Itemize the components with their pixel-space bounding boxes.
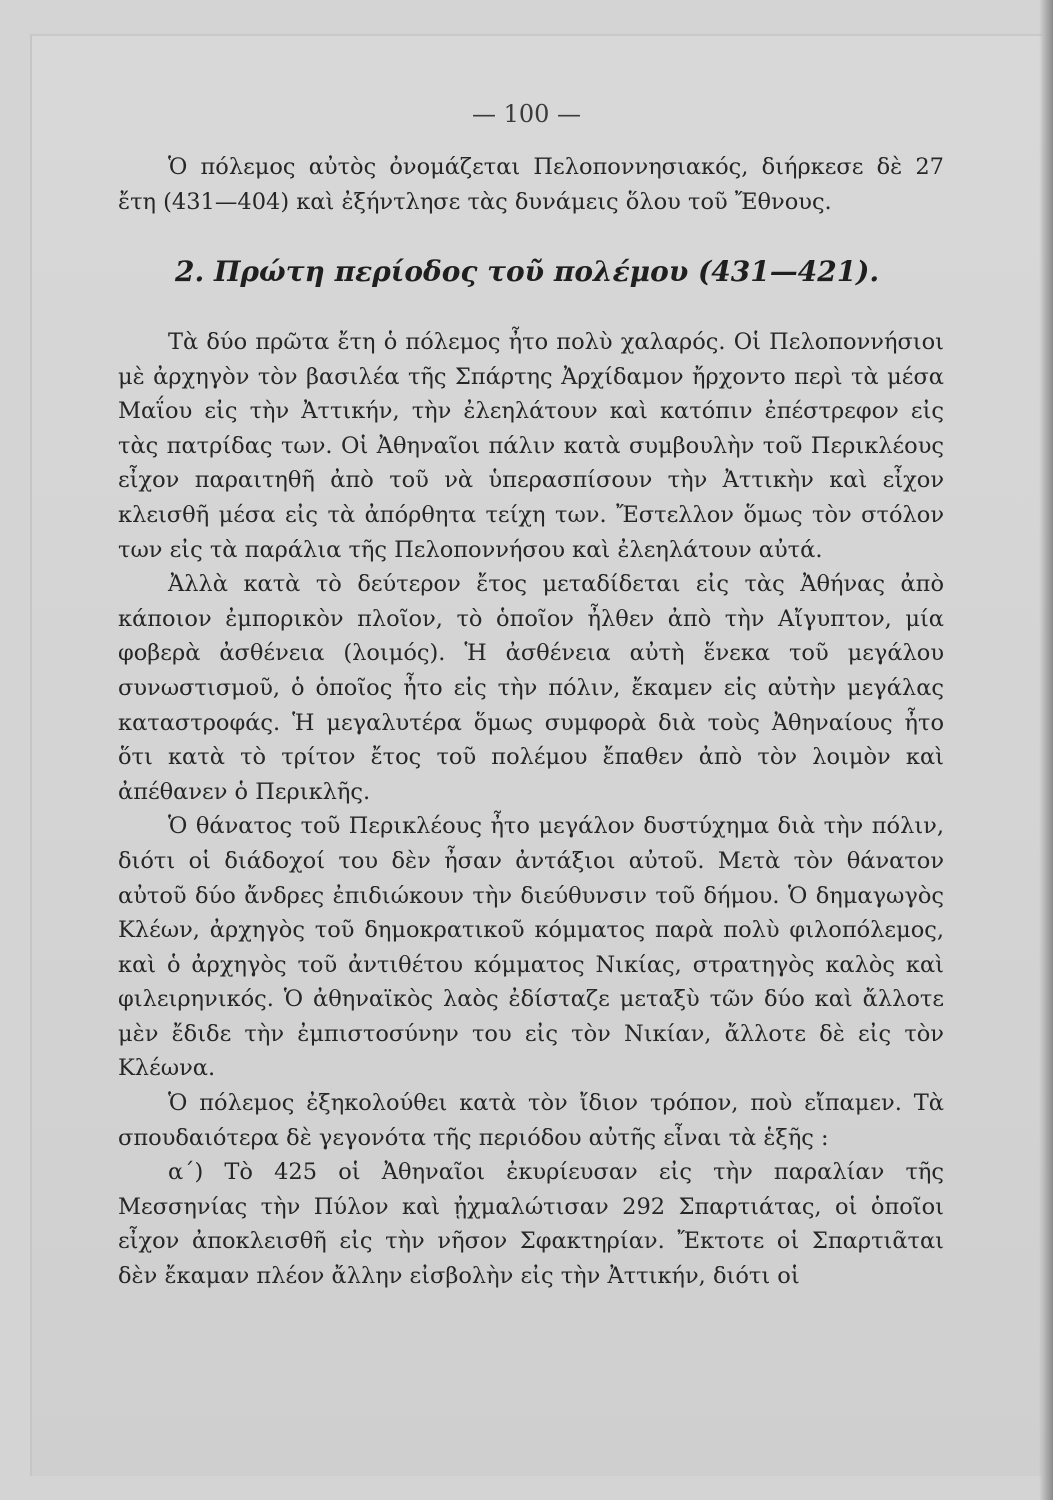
section-heading: 2. Πρώτη περίοδος τοῦ πολέμου (431—421). — [175, 255, 880, 288]
paragraph-2: Ἀλλὰ κατὰ τὸ δεύτερον ἔτος μεταδίδεται εἰς τὰς Ἀθήνας ἀπὸ κάποιον ἐμπορικὸν πλοῖον, τὸ ὁποῖον ἦλθεν ἀπὸ τὴν Αἴγυπτον, μία φοβερὰ ἀσθένεια (λοιμός). Ἡ ἀσθένεια αὐτὴ ἕνεκα τοῦ μεγάλου συνωστισμοῦ, ὁ ὁποῖος ἦτο εἰς τὴν πόλιν, ἔκαμεν εἰς αὐτὴν μεγάλας καταστροφάς. Ἡ μεγαλυτέρα ὅμως συμφορὰ διὰ τοὺς Ἀθηναίους ἦτο ὅτι κατὰ τὸ τρίτον ἔτος τοῦ πολέμου ἔπαθεν ἀπὸ τὸν λοιμὸν καὶ ἀπέθανεν ὁ Περικλῆς. — [118, 571, 944, 805]
body-text — [118, 325, 944, 1294]
page-number: — 100 — — [471, 100, 582, 128]
intro-paragraph: Ὁ πόλεμος αὐτὸς ὀνομάζεται Πελοποννησιακός, διήρκεσε δὲ 27 ἔτη (431—404) καὶ ἐξήντλησε τὰς δυνάμεις ὅλου τοῦ Ἔθνους. — [118, 154, 944, 215]
paragraph-5: α΄) Τὸ 425 οἱ Ἀθηναῖοι ἐκυρίευσαν εἰς τὴν παραλίαν τῆς Μεσσηνίας τὴν Πύλον καὶ ᾐχμαλώτισαν 292 Σπαρτιάτας, οἱ ὁποῖοι εἶχον ἀποκλεισθῆ εἰς τὴν νῆσον Σφακτηρίαν. Ἔκτοτε οἱ Σπαρτιᾶται δὲν ἔκαμαν πλέον ἄλλην εἰσβολὴν εἰς τὴν Ἀττικήν, διότι οἱ — [118, 1159, 944, 1290]
paragraph-4: Ὁ πόλεμος ἐξηκολούθει κατὰ τὸν ἴδιον τρόπον, ποὺ εἴπαμεν. Τὰ σπουδαιότερα δὲ γεγονότα τῆς περιόδου αὐτῆς εἶναι τὰ ἑξῆς : — [118, 1090, 944, 1151]
paragraph-3: Ὁ θάνατος τοῦ Περικλέους ἦτο μεγάλον δυστύχημα διὰ τὴν πόλιν, διότι οἱ διάδοχοί του δὲν ἦσαν ἀντάξιοι αὐτοῦ. Μετὰ τὸν θάνατον αὐτοῦ δύο ἄνδρες ἐπιδιώκουν τὴν διεύθυνσιν τοῦ δήμου. Ὁ δημαγωγὸς Κλέων, ἀρχηγὸς τοῦ δημοκρατικοῦ κόμματος παρὰ πολὺ φιλοπόλεμος, καὶ ὁ ἀρχηγὸς τοῦ ἀντιθέτου κόμματος Νικίας, στρατηγὸς καλὸς καὶ φιλειρηνικός. Ὁ ἀθηναϊκὸς λαὸς ἐδίσταζε μεταξὺ τῶν δύο καὶ ἄλλοτε μὲν ἔδιδε τὴν ἐμπιστοσύνην του εἰς τὸν Νικίαν, ἄλλοτε δὲ εἰς τὸν Κλέωνα. — [118, 813, 944, 1082]
page-shadow — [1039, 0, 1053, 1500]
intro-paragraph-block — [118, 150, 944, 219]
paragraph-1: Τὰ δύο πρῶτα ἔτη ὁ πόλεμος ἦτο πολὺ χαλαρός. Οἱ Πελοποννήσιοι μὲ ἀρχηγὸν τὸν βασιλέα τῆς Σπάρτης Ἀρχίδαμον ἤρχοντο περὶ τὰ μέσα Μαΐου εἰς τὴν Ἀττικήν, τὴν ἐλεηλάτουν καὶ κατόπιν ἐπέστρεφον εἰς τὰς πατρίδας των. Οἱ Ἀθηναῖοι πάλιν κατὰ συμβουλὴν τοῦ Περικλέους εἶχον παραιτηθῆ ἀπὸ τοῦ νὰ ὑπερασπίσουν τὴν Ἀττικὴν καὶ εἶχον κλεισθῆ μέσα εἰς τὰ ἀπόρθητα τείχη των. Ἔστελλον ὅμως τὸν στόλον των εἰς τὰ παράλια τῆς Πελοποννήσου καὶ ἐλεηλάτουν αὐτά. — [118, 329, 944, 563]
